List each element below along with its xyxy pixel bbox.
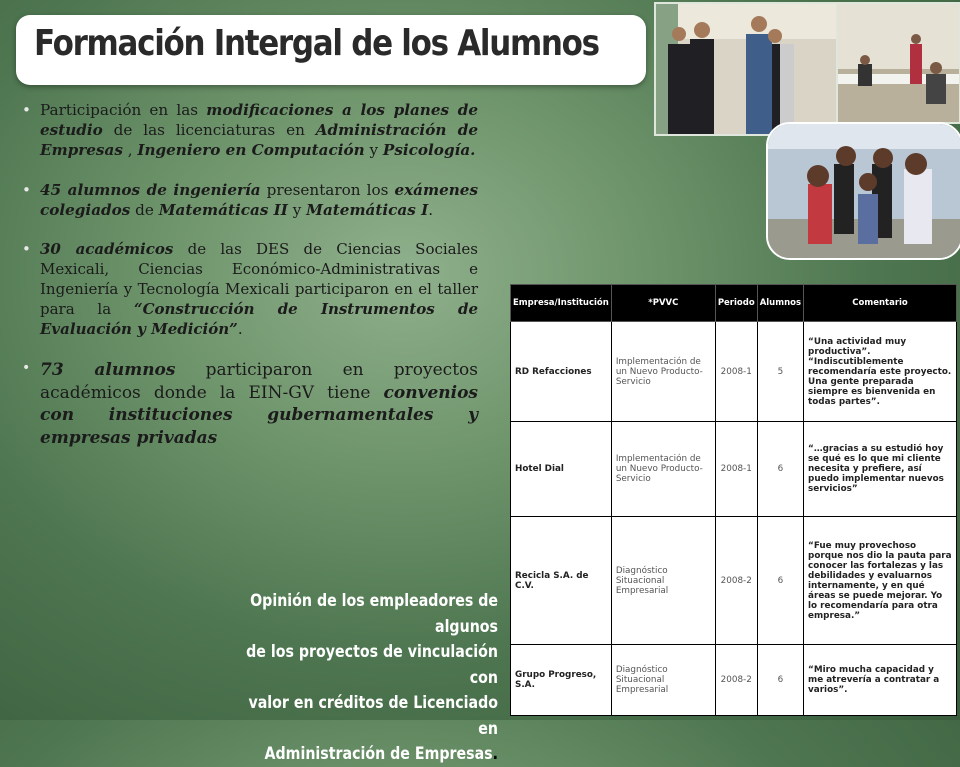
page-title: Formación Intergal de los Alumnos: [34, 23, 599, 64]
cell-empresa: Grupo Progreso, S.A.: [511, 645, 612, 716]
table-row: [511, 517, 957, 645]
cell-comentario: “Una actividad muy productiva”. “Indiscutiblemente recomendaría este proyecto. Una gente preparada siempre es bienvenida en todas partes”.: [804, 322, 957, 422]
bullet-item: • 73 alumnos participaron en proyectos académicos donde la EIN-GV tiene convenios con instituciones gubernamentales y empresas privadas: [22, 360, 478, 448]
table-row: [511, 422, 957, 517]
col-header-comentario: Comentario: [804, 285, 957, 322]
bullet-dot-icon: •: [22, 360, 31, 377]
cell-comentario: “…gracias a su estudió hoy se qué es lo que mi cliente necesita y prefiere, así puedo implementar nuevos servicios”: [804, 422, 957, 517]
photo-group-students: [766, 122, 960, 260]
bullet-dot-icon: •: [22, 181, 31, 200]
cell-programa: Implementación de un Nuevo Producto-Servicio: [611, 322, 715, 422]
cell-periodo: 2008-2: [715, 645, 757, 716]
col-header-pvvc: *PVVC: [611, 285, 715, 322]
photo-classroom: [836, 2, 960, 124]
table-row: [511, 322, 957, 422]
cell-alumnos: 6: [757, 517, 803, 645]
cell-periodo: 2008-1: [715, 422, 757, 517]
opinion-line: Opinión de los empleadores de algunos: [250, 591, 498, 636]
cell-alumnos: 6: [757, 645, 803, 716]
photo-students-suits: [654, 2, 838, 136]
bullet-item: • 30 académicos de las DES de Ciencias Sociales Mexicali, Ciencias Económico-Administrativas e Ingeniería y Tecnología Mexicali participaron en el taller para la “Construcción de Instrumentos de Evaluación y Medición”.: [22, 240, 478, 338]
cell-alumnos: 6: [757, 422, 803, 517]
cell-empresa: Hotel Dial: [511, 422, 612, 517]
cell-comentario: “Miro mucha capacidad y me atrevería a contratar a varios”.: [804, 645, 957, 716]
bullet-item: • Participación en las modificaciones a los planes de estudio de las licenciaturas en Administración de Empresas , Ingeniero en Computación y Psicología.: [22, 101, 478, 160]
cell-comentario: “Fue muy provechoso porque nos dio la pauta para conocer las fortalezas y las debilidades y evaluarnos internamente, y en qué áreas se puede mejorar. Yo lo recomendaría para otra empresa.”: [804, 517, 957, 645]
col-header-empresa: Empresa/Institución: [511, 285, 612, 322]
cell-alumnos: 5: [757, 322, 803, 422]
cell-programa: Implementación de un Nuevo Producto-Servicio: [611, 422, 715, 517]
employer-opinion-caption: [238, 588, 498, 767]
title-box: [16, 15, 646, 85]
cell-empresa: RD Refacciones: [511, 322, 612, 422]
cell-periodo: 2008-2: [715, 517, 757, 645]
col-header-periodo: Periodo: [715, 285, 757, 322]
table-row: [511, 645, 957, 716]
opinion-line: de los proyectos de vinculación con: [246, 642, 498, 687]
bullet-dot-icon: •: [22, 101, 31, 119]
employer-table: [510, 284, 957, 716]
opinion-line: valor en créditos de Licenciado en: [248, 693, 498, 738]
cell-programa: Diagnóstico Situacional Empresarial: [611, 645, 715, 716]
col-header-alumnos: Alumnos: [757, 285, 803, 322]
bullet-dot-icon: •: [22, 240, 31, 259]
bullet-list: [22, 100, 478, 469]
table-header-row: [511, 285, 957, 322]
cell-empresa: Recicla S.A. de C.V.: [511, 517, 612, 645]
cell-programa: Diagnóstico Situacional Empresarial: [611, 517, 715, 645]
opinion-line: Administración de Empresas.: [264, 744, 498, 764]
cell-periodo: 2008-1: [715, 322, 757, 422]
bullet-item: • 45 alumnos de ingeniería presentaron los exámenes colegiados de Matemáticas II y Matemáticas I.: [22, 181, 479, 220]
